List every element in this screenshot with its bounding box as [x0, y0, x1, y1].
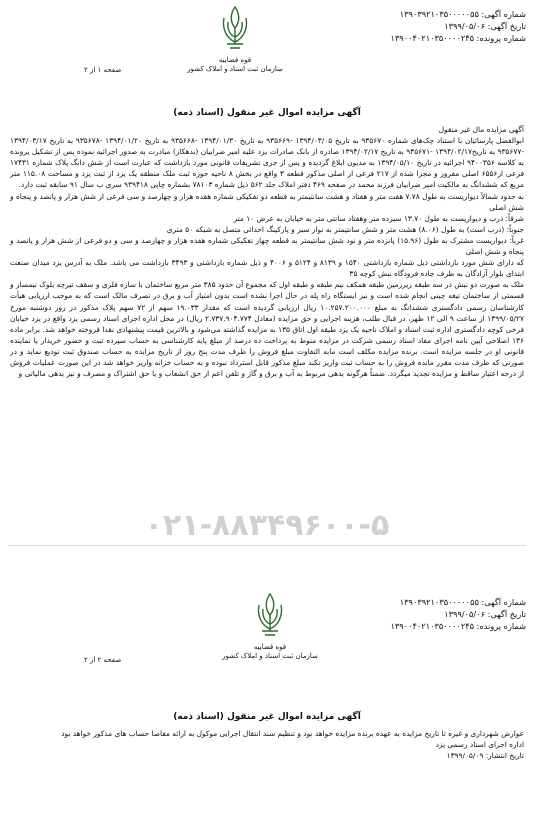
notice-body-2	[10, 728, 524, 761]
paragraph: عوارض شهرداری و غیره تا تاریخ مزایده به عهده برنده مزایده خواهد بود و تنظیم سند انتقال اجرایی موکول به ارائه مفاصا حساب های مذکور خواهد بود	[61, 729, 524, 738]
paragraph: جنوباً: (درب است) به طول (۸.۰۶) هشت متر و شش سانتیمتر به نوار سبز و پارکینگ احداثی متصل به شبکه ۵۰ متری	[166, 224, 524, 234]
paragraph: غرباً: دیواریست مشترک به طول (۱۵.۹۶) پانزده متر و نود شش سانتیمتر به قطعه چهار تفکیکی شماره هفده هزار و چهارصد و سی و دو فرعی از شش هزار و پانصد و پنجاه و شش اصلی	[10, 235, 524, 257]
notice-title: آگهی مزایده اموال غیر منقول (اسناد ذمه)	[173, 108, 361, 118]
page-number: صفحه ۲ از ۲	[84, 656, 122, 664]
phone-watermark: ۰۲۱-۸۸۳۴۹۶۰۰-۵	[144, 508, 390, 543]
notice-date: تاریخ آگهی: ۱۳۹۹/۰۵/۰۶	[444, 21, 526, 31]
notice-title: آگهی مزایده اموال غیر منقول (اسناد ذمه)	[173, 712, 361, 722]
paragraph: ابوالفضل پارسائیان با استناد چک‌های شماره ۹۳۵۶۷۰ به تاریخ ۱۳۹۴/۰۳/۰۵ -۹۳۵۶۶۹ به تاریخ ۱۳۹۴/۰۱/۳۰ -۹۳۵۶۶۸ به تاریخ ۱۳۹۴/۰۱/۲۰ -۹۳۵۶۷۸ به تاریخ ۱۳۹۴/۰۳/۱۷ -۹۳۵۶۷۷ به تاریخ۱۳۹۴/۰۲/۱۷ -۹۳۵۶۷۱ به تاریخ ۱۳۹۴/۰۲/۱۷ صادره از بانک صادرات یزد علیه امیر ضرابیان (بدهکار) مبادرت به صدور اجرائیه نموده پس از تشکیل پرونده به کلاسه ۹۴۰۰۳۵۶ اجرائیه در تاریخ ۱۳۹۴/۰۵/۱۰ به مدیون ابلاغ گردیده و پس از جری تشریفات قانونی مورد بازداشت که عبارت است از شش دانگ پلاک شماره ۱۷۴۳۱ فرعی از۶۵۵۶ اصلی مفروز و مجزا شده از ۲۱۷ فرعی از اصلی مذکور قطعه ۳ واقع در بخش ۸ ناحیه حوزه ثبت ملک منطقه یک یزد از ثبت یزد و مساحت ۱۱۵.۰۸ متر مربع که ششدانگ به مالکیت امیر ضرابیان فرزند محمد در صفحه ۴۶۹ دفتر املاک جلد ۵۶۲ ذیل شماره ۷۸۱۰۳ بشماره چاپی ۹۳۹۴۱۸ سری ب سال ۹۱ سابقه ثبت دارد.	[10, 136, 524, 190]
notice-meta-2	[391, 596, 526, 632]
notice-date: تاریخ آگهی: ۱۳۹۹/۰۵/۰۶	[444, 609, 526, 619]
paragraph: به حدود شمالاً دیواریست به طول ۷.۷۸ هفت متر و هفتاد و هشت سانتیمتر به قطعه دو تفکیکی شماره هفده هزار و چهارصد و سی فرعی از شش هزار و پانصد و پنجاه و شش اصلی	[10, 191, 524, 212]
emblem-title: قوه قضاییه	[253, 643, 287, 651]
paragraph: آگهی مزایده مال غیر منقول	[438, 125, 524, 134]
paragraph: شرقاً: درب و دیواریست به طول ۱۳.۷۰ سیزده متر وهفتاد سانتی متر به خیابان به عرض ۱۰ متر	[233, 213, 524, 223]
emblem-subtitle: سازمان ثبت اسناد و املاک کشور	[222, 652, 318, 660]
signature-office: اداره اجرای اسناد رسمی یزد	[435, 740, 524, 750]
notice-number: شماره آگهی: ۱۳۹۰۳۹۲۱۰۳۵۰۰۰۰۰۵۵	[399, 9, 526, 19]
notice-number: شماره آگهی: ۱۳۹۰۳۹۲۱۰۳۵۰۰۰۰۰۵۵	[399, 597, 526, 607]
judiciary-emblem-1	[175, 4, 295, 74]
emblem-subtitle: سازمان ثبت اسناد و املاک کشور	[187, 65, 283, 73]
paragraph: که دارای شش مورد بازداشتی ذیل شماره بازداشتی ۱۵۴۰ و ۸۱۳۹ و ۵۱۲۴ و ۴۰۰۶ و ذیل شماره بازداشتی و ۳۴۹۳ بازداشت می باشد. ملک به آدرس یزد میدان صنعت ابتدای بلوار آزادگان به طرف جاده فرودگاه نبش کوچه ۳۵	[10, 258, 524, 279]
notice-body-1	[10, 124, 524, 379]
case-number: شماره پرونده: ۱۳۹۰۰۴۰۲۱۰۳۵۰۰۰۰۲۴۵	[390, 621, 526, 631]
judiciary-emblem-2	[210, 591, 330, 661]
notice-meta-1	[391, 8, 526, 44]
judiciary-logo-icon	[253, 591, 287, 639]
publish-date: تاریخ انتشار: ۱۳۹۹/۰۵/۰۹	[446, 751, 524, 761]
case-number: شماره پرونده: ۱۳۹۰۰۴۰۲۱۰۳۵۰۰۰۰۲۴۵	[390, 33, 526, 43]
judiciary-logo-icon	[218, 4, 252, 52]
emblem-title: قوه قضاییه	[218, 56, 252, 64]
paragraph: ملک به صورت دو نبش در سه طبقه زیرزمین طبقه همکف نیم طبقه و طبقه اول که مجموع آن حدود ۳۸۵ متر مربع ساختمان با سازه فلزی و سقف تیرچه بلوک نیمساز و قسمتی از ساختمان تیغه چینی انجام شده است و نیز ایستگاه راه پله در حال اجرا نشده است بدون امتیاز آب و برق در تصرف مالک است که به موجب ارزیابی هیأت کارشناسان رسمی دادگستری ششدانگ به مبلغ ۱۰.۲۵۷.۲۰۰.۰۰۰ ریال ارزیابی گردیده است که مقدار ۱۹.۰۳۳ سهم از ۷۲ سهم پلاک مذکور در روز دوشنبه مورخ ۱۳۹۹/۰۵/۲۷ از ساعت ۹ الی ۱۲ ظهر، در قبال طلب، هزینه اجرایی و حق مزایده (معادل ۲.۷۳۷.۹۰۴.۷۷۴ ریال) در محل اداره اجرای اسناد رسمی یزد واقع در یزد خیابان فرخی کوچه دادگستری اداره ثبت اسناد و املاک ناحیه یک یزد طبقه اول اتاق ۱۳۵ به مزایده گذاشته می‌شود و بالاترین قیمت پیشنهادی نقدا فروخته خواهد شد. برابر ماده ۱۳۶ اصلاحی آیین نامه اجرای مفاد اسناد رسمی شرکت در مزایده منوط به پرداخت ده درصد از مبلغ پایه کارشناسی به حساب سپرده ثبت و حضور خریدار یا نماینده قانونی او در جلسه مزایده است. برنده مزایده مکلف است مابه التفاوت مبلغ فروش را ظرف مدت پنج روز از تاریخ مزایده به حساب صندوق ثبت تودیع نماید و در صورتی که ظرف مدت مقرر مانده فروش را به حساب ثبت واریز نکند مبلغ مذکور قابل استرداد نبوده و به حساب خزانه واریز خواهد شد در این صورت عملیات فروش از درجه اعتبار ساقط و مزایده تجدید میگردد. ضمناً هرگونه بدهی مربوط به آب و برق و گاز و تلفن اعم از حق انشعاب و یا حق اشتراک و مصرف و نیز بدهی مالیاتی و	[10, 280, 524, 379]
section-divider	[8, 545, 526, 546]
page-number: صفحه ۱ از ۲	[84, 66, 122, 74]
